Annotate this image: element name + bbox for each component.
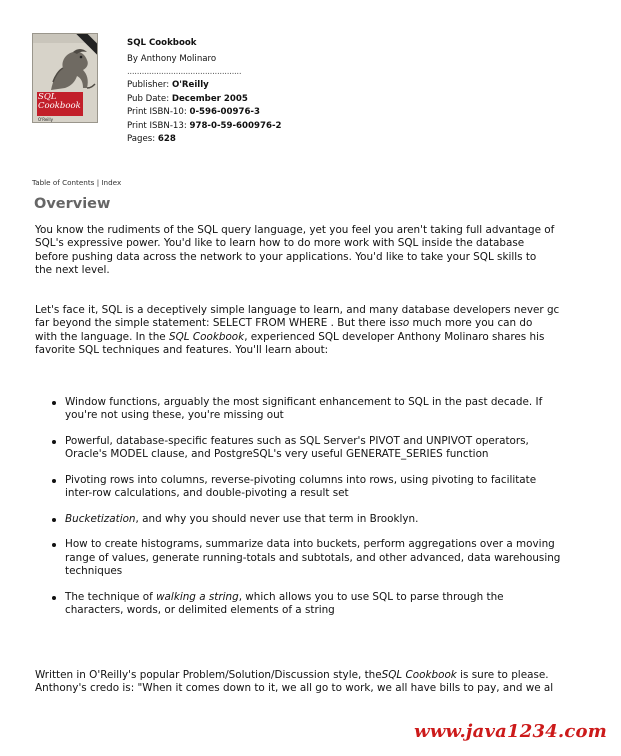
book-author: By Anthony Molinaro bbox=[127, 54, 217, 64]
cover-publisher-logo: O'Reilly bbox=[38, 117, 54, 122]
list-item: The technique of walking a string, which allows you to use SQL to parse through the characters, words, or delimited elements of a string bbox=[49, 591, 609, 618]
book-title: SQL Cookbook bbox=[127, 38, 197, 48]
list-item: How to create histograms, summarize data into buckets, perform aggregations over a moving range of values, generate running-totals and subtotals, and other advanced, data warehousing techniques bbox=[49, 538, 609, 578]
list-item: Window functions, arguably the most significant enhancement to SQL in the past decade. If you're not using these, you're missing out bbox=[49, 396, 609, 423]
info-separator: ............................................... bbox=[127, 67, 242, 77]
book-cover-image bbox=[32, 33, 98, 123]
paragraph-second: Let's face it, SQL is a deceptively simple language to learn, and many database developers never gc far beyond the simple statement: SELECT FROM WHERE . But there isso much more you can do with the language. In the SQL Cookbook, experienced SQL developer Anthony Molinaro shares his favorite SQL techniques and features. You'll learn about: bbox=[35, 304, 560, 357]
feature-list bbox=[49, 396, 609, 618]
list-item: Bucketization, and why you should never use that term in Brooklyn. bbox=[49, 513, 609, 526]
nav-links bbox=[32, 178, 121, 187]
index-link[interactable]: Index bbox=[101, 178, 122, 187]
toc-link[interactable]: Table of Contents bbox=[32, 178, 95, 187]
book-info bbox=[127, 37, 282, 147]
lizard-illustration-icon bbox=[43, 42, 97, 94]
cover-title: SQL Cookbook bbox=[38, 92, 81, 111]
watermark-text: www.java1234.com bbox=[414, 721, 607, 742]
isbn13-row: Print ISBN-13: 978-0-59-600976-2 bbox=[127, 120, 282, 131]
list-item: Powerful, database-specific features such as SQL Server's PIVOT and UNPIVOT operators, Oracle's MODEL clause, and PostgreSQL's very useful GENERATE_SERIES function bbox=[49, 435, 609, 462]
section-heading: Overview bbox=[34, 196, 111, 212]
isbn10-row: Print ISBN-10: 0-596-00976-3 bbox=[127, 107, 260, 118]
paragraph-closing: Written in O'Reilly's popular Problem/Solution/Discussion style, theSQL Cookbook is sure to please. Anthony's credo is: "When it comes down to it, we all go to work, we all have bills to pay, and we al bbox=[35, 669, 554, 695]
paragraph-intro: You know the rudiments of the SQL query language, yet you feel you aren't taking full advantage of SQL's expressive power. You'd like to learn how to do more work with SQL inside the database before pushing data across the network to your applications. You'd like to take your SQL skills to the next level. bbox=[35, 224, 555, 277]
publisher-row: Publisher: O'Reilly bbox=[127, 80, 209, 90]
nav-separator: | bbox=[94, 178, 102, 187]
list-item: Pivoting rows into columns, reverse-pivoting columns into rows, using pivoting to facilitate inter-row calculations, and double-pivoting a result set bbox=[49, 474, 609, 501]
pages-row: Pages: 628 bbox=[127, 134, 176, 145]
pubdate-row: Pub Date: December 2005 bbox=[127, 93, 248, 104]
